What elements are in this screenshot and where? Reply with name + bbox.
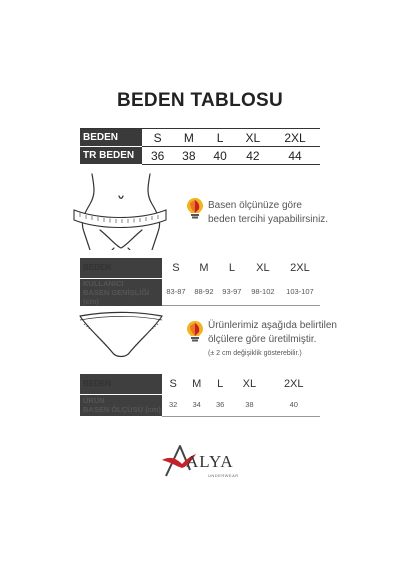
size-cell: M	[173, 129, 204, 147]
value-cell: 38	[231, 394, 267, 416]
value-cell: 36	[142, 147, 173, 165]
table-label: BEDEN	[80, 129, 142, 147]
user-hip-width-table	[80, 258, 320, 306]
size-cell: S	[142, 129, 173, 147]
value-cell: 38	[173, 147, 204, 165]
label-line: BASEN GENİŞLİĞİ (cm)	[83, 287, 150, 306]
hip-measurement-illustration-icon	[70, 172, 170, 250]
label-line: BASEN ÖLÇÜSÜ (cm)	[83, 405, 161, 415]
size-cell: 2XL	[290, 262, 310, 274]
size-cell: S	[169, 378, 177, 390]
label-line: KULLANICI	[83, 278, 124, 288]
tr-size-table	[80, 128, 320, 165]
value-cell: 83-87	[162, 278, 190, 306]
table-row	[80, 394, 320, 416]
table-row	[80, 129, 320, 147]
underwear-brief-icon	[78, 310, 164, 362]
table-row	[80, 147, 320, 165]
size-cell: M	[192, 378, 202, 390]
note-line: beden tercihi yapabilirsiniz.	[208, 214, 329, 225]
lightbulb-bullet-icon	[186, 197, 204, 224]
table-row	[80, 258, 320, 278]
size-cell: 2XL	[270, 129, 320, 147]
brand-sub: UNDERWEAR	[208, 473, 239, 478]
value-cell: 40	[204, 147, 235, 165]
size-cell: L	[217, 378, 224, 390]
page-title: BEDEN TABLOSU	[116, 90, 284, 111]
note-line: Ürünlerimiz aşağıda belirtilen	[208, 320, 337, 331]
table-label	[80, 394, 162, 416]
size-cell: XL	[256, 262, 270, 274]
size-cell: S	[172, 262, 180, 274]
value-cell: 93-97	[218, 278, 246, 306]
size-cell: XL	[236, 129, 270, 147]
value-cell: 103-107	[280, 278, 320, 306]
note-line: Basen ölçünüze göre	[208, 200, 302, 211]
table-label: BEDEN	[80, 258, 162, 278]
note-line: (± 2 cm değişiklik gösterebilir.)	[208, 350, 302, 357]
label-line: ÜRÜN	[83, 396, 105, 406]
value-cell: 34	[184, 394, 209, 416]
size-cell: L	[204, 129, 235, 147]
value-cell: 98-102	[246, 278, 280, 306]
table-label	[80, 278, 162, 306]
table-row	[80, 278, 320, 306]
note-line: ölçülere göre üretilmiştir.	[208, 334, 317, 345]
product-hip-size-table	[80, 374, 320, 417]
value-cell: 44	[270, 147, 320, 165]
size-cell: L	[228, 262, 235, 274]
value-cell: 42	[236, 147, 270, 165]
size-cell: M	[199, 262, 209, 274]
value-cell: 36	[209, 394, 231, 416]
table-label: TR BEDEN	[80, 147, 142, 165]
table-label: BEDEN	[80, 374, 162, 394]
size-cell: 2XL	[283, 378, 304, 390]
size-cell: XL	[242, 378, 257, 390]
value-cell: 32	[162, 394, 184, 416]
brand-name: ALYA	[186, 452, 234, 471]
table-row	[80, 374, 320, 394]
value-cell: 40	[267, 394, 320, 416]
lightbulb-bullet-icon	[186, 320, 204, 347]
value-cell: 88-92	[190, 278, 218, 306]
product-size-note	[208, 319, 337, 361]
hip-size-note	[208, 199, 328, 227]
